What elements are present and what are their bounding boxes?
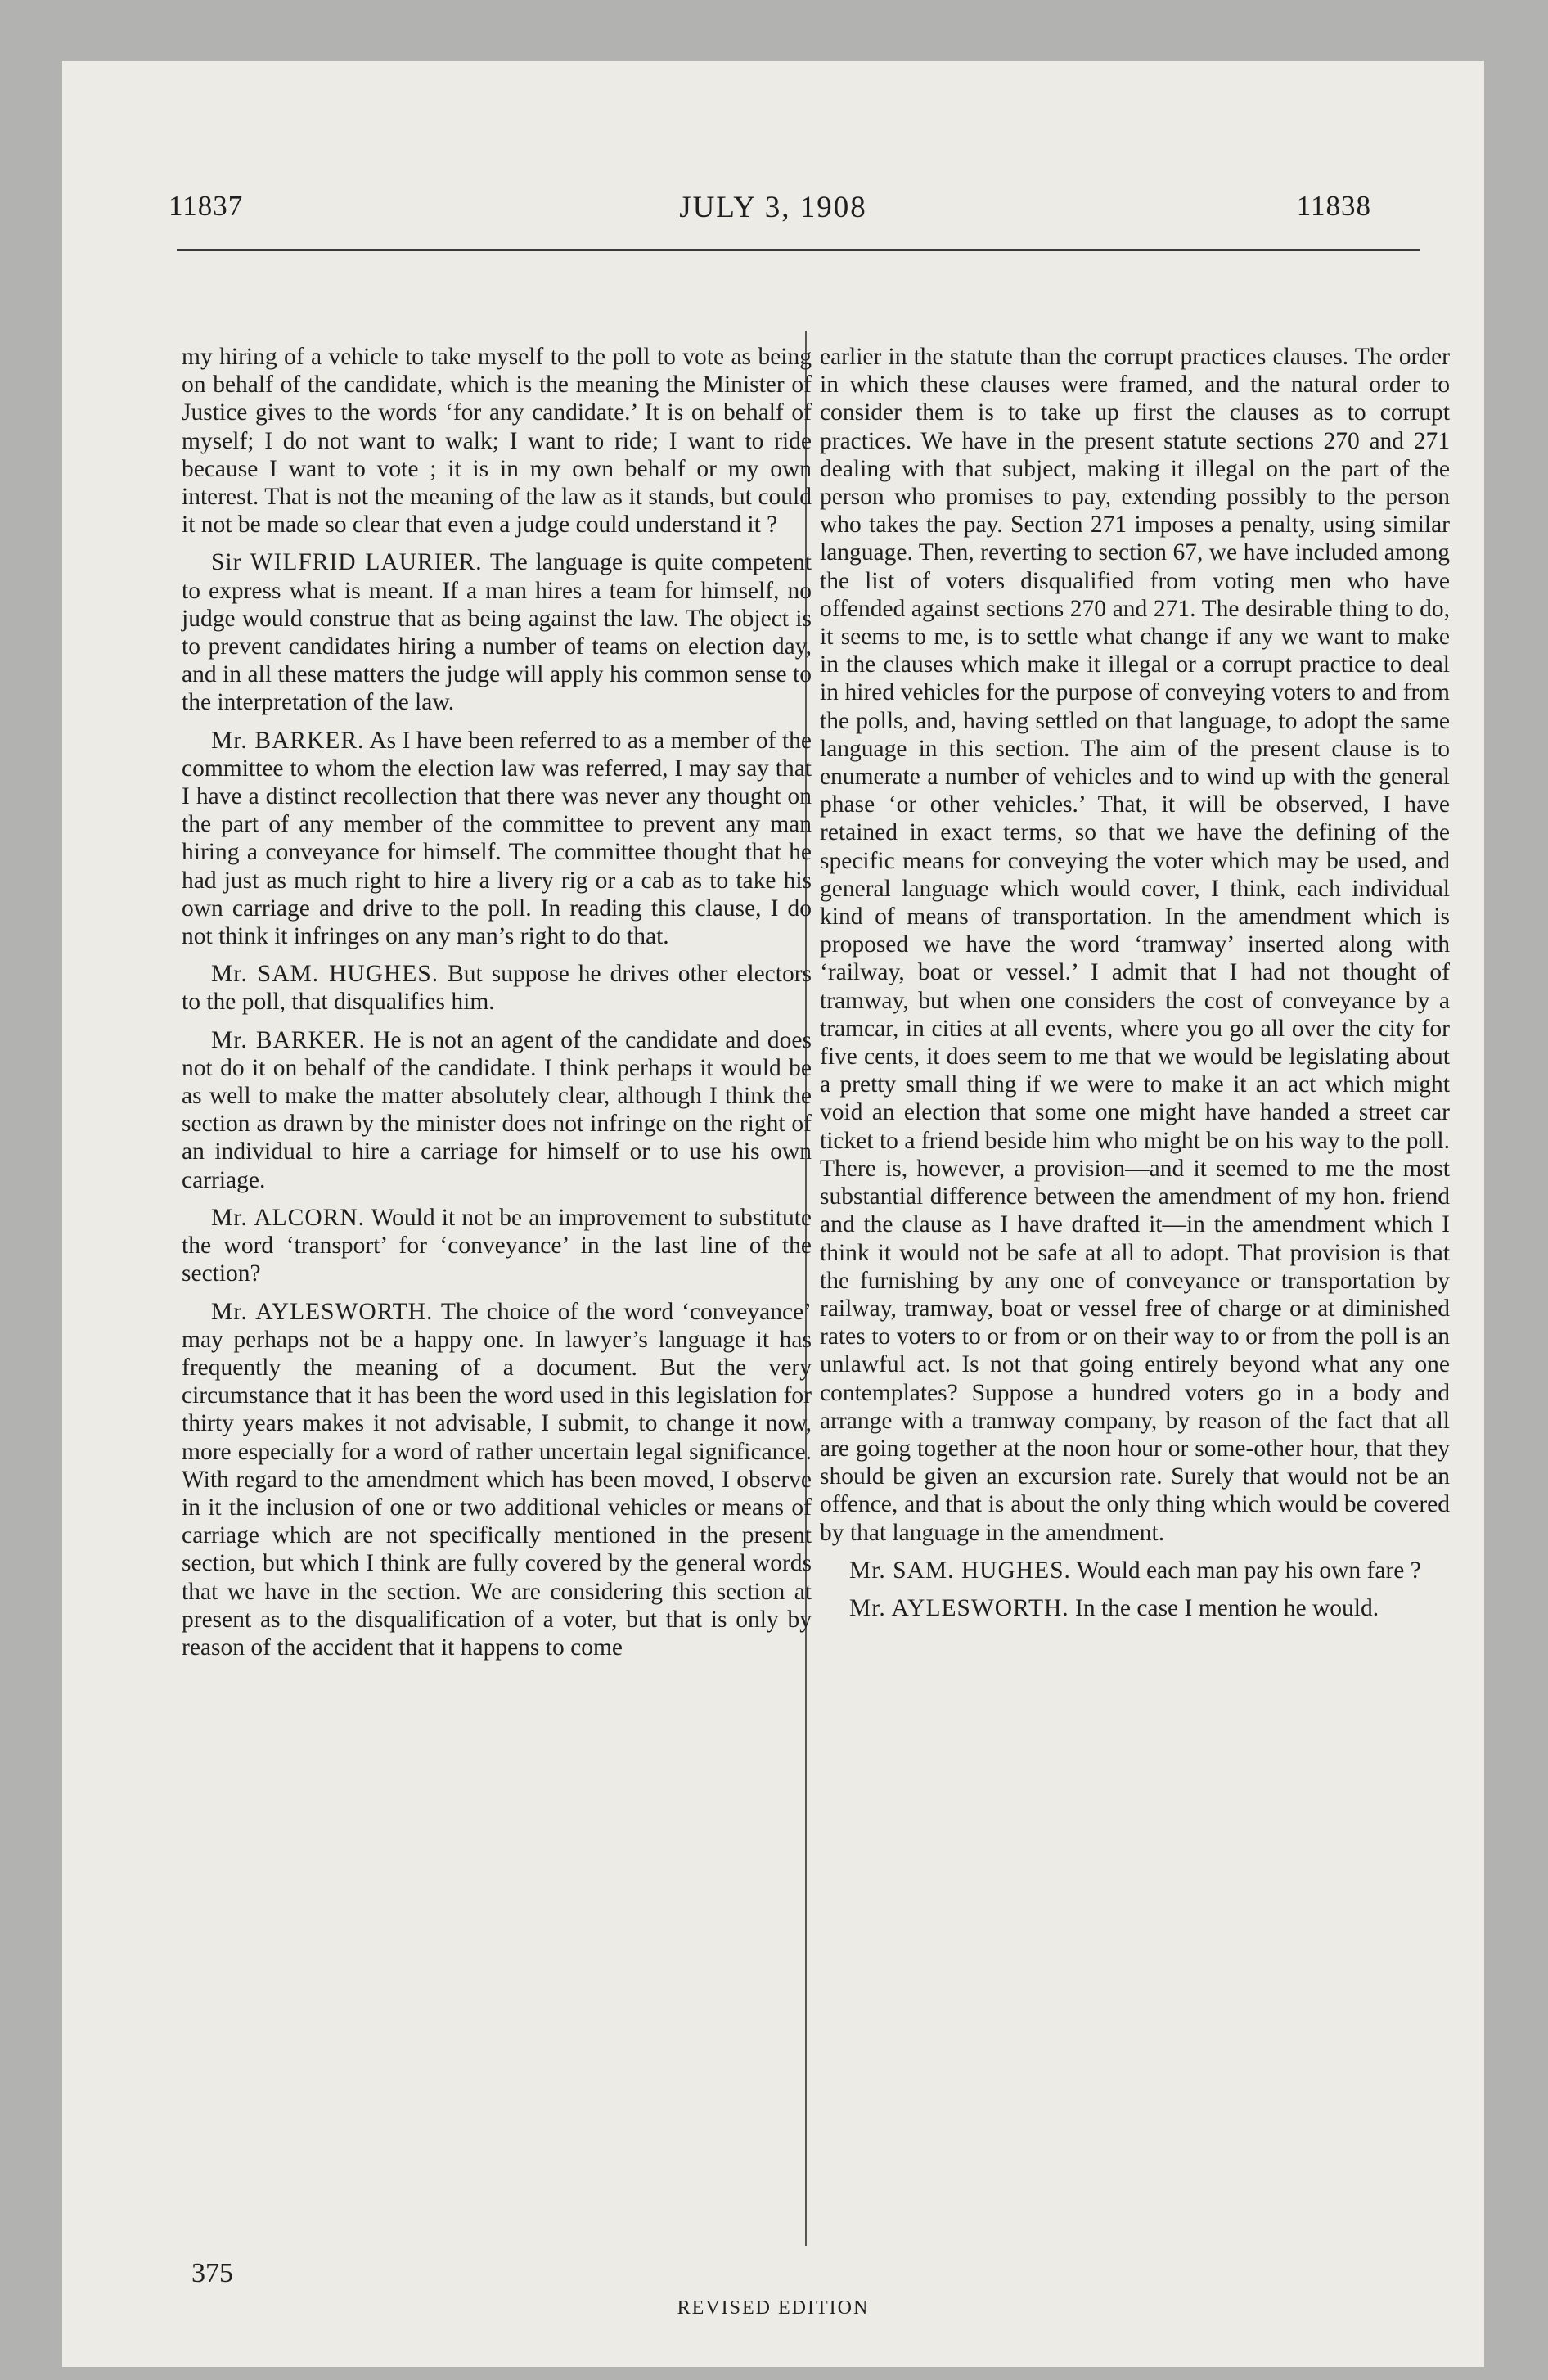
- speaker-name: Mr. BARKER.: [211, 1026, 366, 1053]
- paragraph: earlier in the statute than the corrupt practices clauses. The order in which these clauses were framed, and the natural order to consider them is to take up first the clauses as to corrupt practices. We have in the present statute sections 270 and 271 dealing with that subject, making it illegal on the part of the person who promises to pay, extending possibly to the person who takes the pay. Section 271 imposes a penalty, using similar language. Then, reverting to section 67, we have included among the list of voters disqualified from voting men who have offended against sections 270 and 271. The desirable thing to do, it seems to me, is to settle what change if any we want to make in the clauses which make it illegal or a corrupt practice to deal in hired vehicles for the purpose of conveying voters to and from the polls, and, having settled on that language, to adopt the same language in this section. The aim of the present clause is to enumerate a number of vehicles and to wind up with the general phase ‘or other vehicles.’ That, it will be observed, I have retained in exact terms, so that we have the defining of the specific means for conveying the voter which may be used, and general language which would cover, I think, each individual kind of means of transportation. In the amendment which is proposed we have the word ‘tramway’ inserted along with ‘railway, boat or vessel.’ I admit that I had not thought of tramway, but when one considers the cost of conveyance by a tramcar, in cities at all events, where you go all over the city for five cents, it does seem to me that we would be legislating about a pretty small thing if we were to make it an act which might void an election that some one might have handed a street car ticket to a friend beside him who might be on his way to the poll. There is, however, a provision—and it seemed to me the most substantial difference between the amendment of my hon. friend and the clause as I have drafted it—in the amendment which I think it would not be safe at all to adopt. That provision is that the furnishing by any one of conveyance or transportation by railway, tramway, boat or vessel free of charge or at diminished rates to voters to or from or on their way to or from the poll is an unlawful act. Is not that going entirely beyond what any one contemplates? Suppose a hundred voters go in a body and arrange with a tramway company, by reason of the fact that all are going together at the noon hour or some-other hour, that they should be given an excursion rate. Surely that would not be an offence, and that is about the only thing which would be covered by that language in the amendment.: [820, 344, 1450, 1546]
- page-number-right: 11838: [1296, 190, 1371, 222]
- page-number-left: 11837: [169, 190, 244, 222]
- speaker-name: Mr. AYLESWORTH.: [211, 1298, 434, 1325]
- left-column: [182, 343, 812, 1671]
- speaker-name: Mr. SAM. HUGHES.: [849, 1557, 1071, 1584]
- speaker-name: Mr. ALCORN.: [211, 1204, 366, 1231]
- paragraph: Mr. SAM. HUGHES. Would each man pay his own fare ?: [849, 1557, 1421, 1584]
- speaker-name: Sir WILFRID LAURIER.: [211, 549, 483, 576]
- speaker-name: Mr. AYLESWORTH.: [849, 1594, 1069, 1621]
- page-sheet: [62, 61, 1484, 2367]
- paragraph: my hiring of a vehicle to take myself to the poll to vote as being on behalf of the candidate, which is the meaning the Minister of Justice gives to the words ‘for any candidate.’ It is on behalf of myself; I do not want to walk; I want to ride; I want to ride because I want to vote ; it is in my own behalf or my own interest. That is not the meaning of the law as it stands, but could it not be made so clear that even a judge could understand it ?: [182, 344, 812, 539]
- paragraph: Mr. SAM. HUGHES. But suppose he drives other electors to the poll, that disqualifies him.: [182, 961, 812, 1016]
- footer-edition: REVISED EDITION: [677, 2297, 870, 2319]
- paragraph: Mr. AYLESWORTH. In the case I mention he would.: [849, 1594, 1379, 1621]
- speaker-name: Mr. SAM. HUGHES.: [211, 961, 439, 988]
- speaker-name: Mr. BARKER.: [211, 727, 365, 754]
- paragraph: Mr. BARKER. As I have been referred to as a member of the committee to whom the election law was referred, I may say that I have a distinct recollection that there was never any thought on the part of any member of the committee to prevent any man hiring a conveyance for himself. The committee thought that he had just as much right to hire a livery rig or a cab as to take his own carriage and drive to the poll. In reading this clause, I do not think it infringes on any man’s right to do that.: [182, 727, 812, 950]
- page-header: [62, 190, 1484, 231]
- signature-mark: 375: [191, 2258, 233, 2288]
- page-date: JULY 3, 1908: [679, 191, 867, 224]
- header-rule: [177, 249, 1420, 251]
- paragraph: Sir WILFRID LAURIER. The language is quite competent to express what is meant. If a man hires a team for himself, no judge would construe that as being against the law. The object is to prevent candidates hiring a number of teams on election day, and in all these matters the judge will apply his common sense to the interpretation of the law.: [182, 549, 812, 716]
- paragraph: Mr. AYLESWORTH. The choice of the word ‘conveyance’ may perhaps not be a happy one. In lawyer’s language it has frequently the meaning of a document. But the very circumstance that it has been the word used in this legislation for thirty years makes it not advisable, I submit, to change it now, more especially for a word of rather uncertain legal significance. With regard to the amendment which has been moved, I observe in it the inclusion of one or two additional vehicles or means of carriage which are not specifically mentioned in the present section, but which I think are fully covered by the general words that we have in the section. We are considering this section at present as to the disqualification of a voter, but that is only by reason of the accident that it happens to come: [182, 1298, 812, 1661]
- paragraph: Mr. BARKER. He is not an agent of the candidate and does not do it on behalf of the candidate. I think perhaps it would be as well to make the matter absolutely clear, although I think the section as drawn by the minister does not infringe on the right of an individual to hire a carriage for himself or to use his own carriage.: [182, 1026, 812, 1193]
- paragraph: Mr. ALCORN. Would it not be an improvement to substitute the word ‘transport’ for ‘conveyance’ in the last line of the section?: [182, 1204, 812, 1287]
- right-column: [820, 343, 1450, 1632]
